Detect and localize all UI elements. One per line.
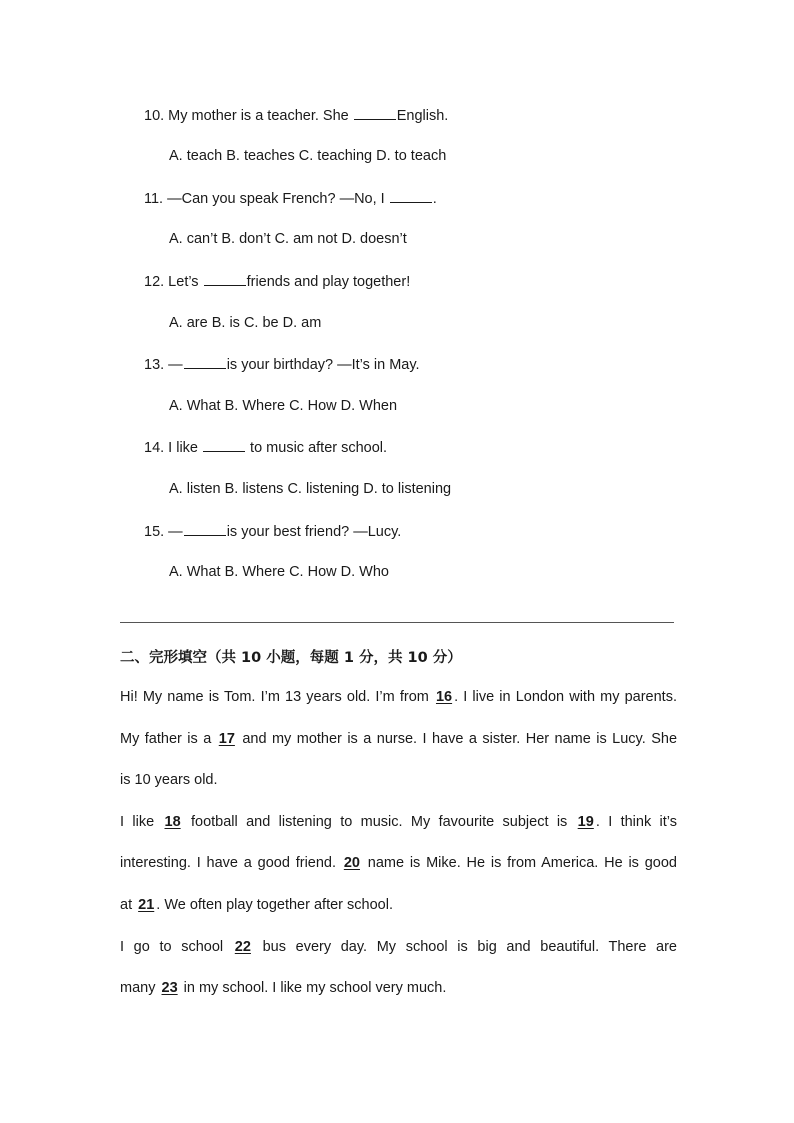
passage-text: . I live in London with my parents. [454,689,677,705]
passage-text: . I think it’s [595,814,678,830]
question-text: . [432,191,437,207]
passage-text: football and listening to music. My favourite subject is [182,814,576,830]
question-text: English. [396,108,449,124]
passage-line-2 [120,731,677,747]
passage-line-8 [120,980,677,996]
options-13: A. What B. Where C. How D. When [169,398,398,414]
options-14: A. listen B. listens C. listening D. to listening [169,481,452,497]
answer-blank [204,273,246,286]
passage-text: I go to school [120,939,233,955]
question-12 [144,273,410,290]
options-12: A. are B. is C. be D. am [169,315,322,331]
question-text: 12. Let’s [144,274,203,290]
cloze-blank-17[interactable]: 17 [218,731,235,747]
passage-line-4 [120,814,677,830]
cloze-blank-23[interactable]: 23 [161,980,178,996]
passage-text: My father is a [120,731,217,747]
cloze-blank-16[interactable]: 16 [435,689,453,705]
passage-text: name is Mike. He is from America. He is good [361,855,677,871]
question-11 [144,190,437,207]
question-text: 10. My mother is a teacher. She [144,108,353,124]
passage-line-3: is 10 years old. [120,772,218,788]
passage-text: I like [120,814,163,830]
section-divider [120,622,674,623]
passage-text: . We often play together after school. [156,897,393,913]
passage-line-7 [120,939,677,955]
answer-blank [390,190,432,203]
passage-text: interesting. I have a good friend. [120,855,342,871]
question-text: is your birthday? —It’s in May. [226,357,420,373]
question-13 [144,356,420,373]
passage-text: bus every day. My school is big and beautiful. There are [252,939,677,955]
answer-blank [184,356,226,369]
question-15 [144,523,401,540]
answer-blank [203,439,245,452]
passage-text: in my school. I like my school very much. [179,980,447,996]
cloze-blank-22[interactable]: 22 [234,939,251,955]
question-text: to music after school. [246,440,388,456]
answer-blank [184,523,226,536]
passage-text: many [120,980,160,996]
section-heading: 二、完形填空（共 10 小题，每题 1 分，共 10 分） [120,650,462,666]
question-text: is your best friend? —Lucy. [226,524,402,540]
question-14 [144,439,387,456]
passage-text: Hi! My name is Tom. I’m 13 years old. I’m from [120,689,434,705]
passage-line-1 [120,689,677,705]
cloze-blank-19[interactable]: 19 [577,814,594,830]
options-11: A. can’t B. don’t C. am not D. doesn’t [169,231,407,247]
passage-line-6 [120,897,677,913]
question-text: friends and play together! [246,274,411,290]
cloze-blank-21[interactable]: 21 [138,897,155,913]
question-text: 13. — [144,357,183,373]
options-10: A. teach B. teaches C. teaching D. to teach [169,148,447,164]
cloze-blank-18[interactable]: 18 [164,814,181,830]
passage-text: and my mother is a nurse. I have a sister. Her name is Lucy. She [236,731,678,747]
question-text: 14. I like [144,440,203,456]
question-text: 15. — [144,524,183,540]
options-15: A. What B. Where C. How D. Who [169,564,389,580]
passage-text: at [120,897,137,913]
passage-line-5 [120,855,677,871]
answer-blank [354,107,396,120]
cloze-blank-20[interactable]: 20 [343,855,360,871]
question-10 [144,107,448,124]
question-text: 11. —Can you speak French? —No, I [144,191,389,207]
